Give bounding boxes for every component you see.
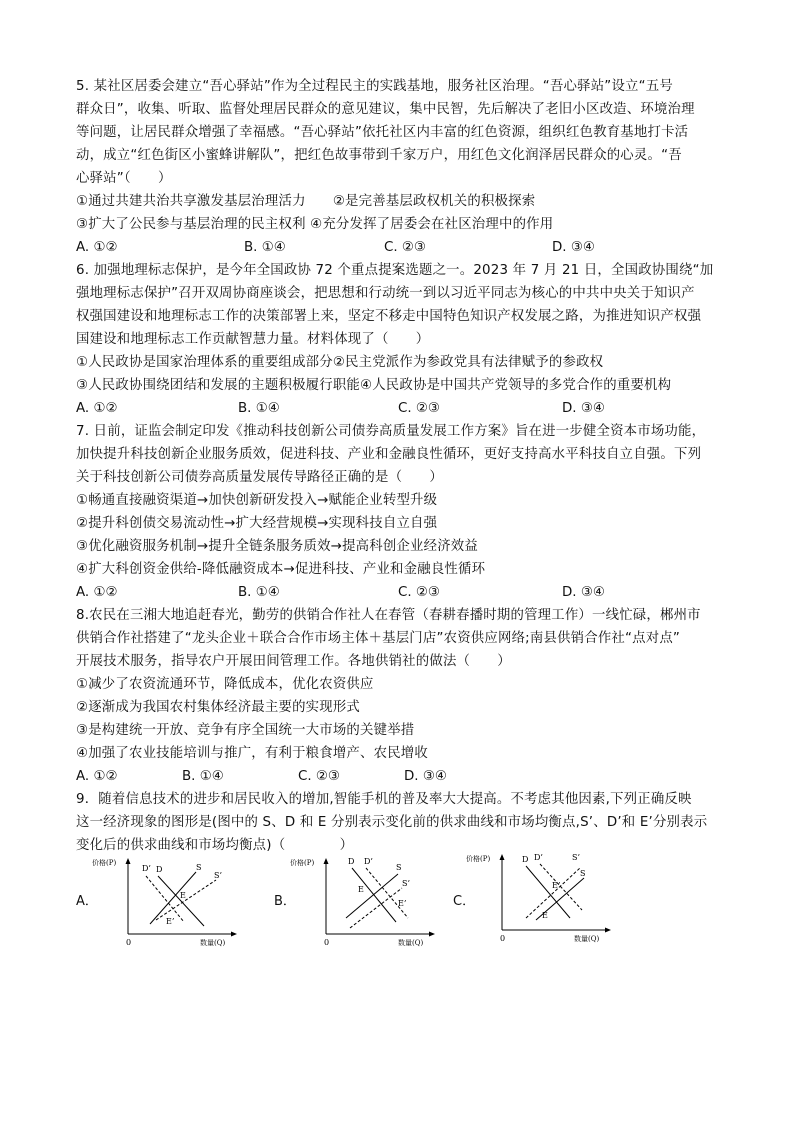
x-axis-arrow: [429, 932, 435, 937]
label-d-prime: D’: [142, 864, 151, 873]
label-d: D: [348, 857, 355, 866]
q7-option-b[interactable]: B. ①④: [238, 585, 280, 600]
label-d-prime: D’: [534, 853, 543, 862]
y-axis-label: 价格(P): [466, 855, 491, 863]
x-axis-arrow: [605, 928, 611, 933]
q7-option-c[interactable]: C. ②③: [398, 585, 440, 600]
x-axis-label: 数量(Q): [200, 939, 226, 947]
label-e-prime: E’: [552, 881, 561, 890]
q6-line-1: 6. 加强地理标志保护，是今年全国政协 72 个重点提案选题之一。2023 年 7 月 21 日，全国政协围绕“加: [76, 263, 714, 278]
q5-option-c[interactable]: C. ②③: [384, 240, 426, 255]
q6-statement-3-4: ③人民政协围绕团结和发展的主题积极履行职能④人民政协是中国共产党领导的多党合作的重要机构: [76, 378, 672, 393]
y-axis-arrow: [324, 858, 329, 864]
q5-line-4: 动，成立“红色街区小蜜蜂讲解队”，把红色故事带到千家万户，用红色文化润泽居民群众的心灵。“吾: [76, 148, 682, 163]
y-axis-label: 价格(P): [290, 859, 315, 867]
q5-option-d[interactable]: D. ③④: [552, 240, 595, 255]
q9-line-1: 9．随着信息技术的进步和居民收入的增加,智能手机的普及率大大提高。不考虑其他因素,下列正确反映: [76, 792, 692, 807]
y-axis-label: 价格(P): [92, 859, 117, 867]
q8-statement-2: ②逐渐成为我国农村集体经济最主要的实现形式: [76, 700, 361, 715]
label-e: E: [542, 911, 548, 920]
q6-statement-1-2: ①人民政协是国家治理体系的重要组成部分②民主党派作为参政党具有法律赋予的参政权: [76, 355, 604, 370]
q7-statement-2: ②提升科创债交易流动性→扩大经营规模→实现科技自立自强: [76, 516, 438, 531]
label-s-prime: S’: [572, 853, 581, 862]
q8-option-a[interactable]: A. ①②: [76, 769, 118, 784]
q7-statement-3: ③优化融资服务机制→提升全链条服务质效→提高科创企业经济效益: [76, 539, 478, 554]
q5-option-a[interactable]: A. ①②: [76, 240, 118, 255]
q7-line-1: 7. 日前，证监会制定印发《推动科技创新公司债券高质量发展工作方案》旨在进一步健全资本市场功能，: [76, 424, 706, 439]
q6-line-2: 强地理标志保护”召开双周协商座谈会，把思想和行动统一到以习近平同志为核心的中共中央关于知识产: [76, 286, 695, 301]
q9-graph-c: [466, 848, 616, 943]
q8-statement-3: ③是构建统一开放、竞争有序全国统一大市场的关键举措: [76, 723, 415, 738]
q6-option-a[interactable]: A. ①②: [76, 401, 118, 416]
origin-label: 0: [324, 938, 330, 947]
x-axis-label: 数量(Q): [574, 935, 600, 943]
q7-statement-1: ①畅通直接融资渠道→加快创新研发投入→赋能企业转型升级: [76, 493, 438, 508]
q6-line-4: 国建设和地理标志工作贡献智慧力量。材料体现了（ ）: [76, 332, 430, 347]
label-s: S: [396, 863, 402, 872]
q5-statement-3-4: ③扩大了公民参与基层治理的民主权利 ④充分发挥了居委会在社区治理中的作用: [76, 217, 554, 232]
label-d: D: [156, 865, 163, 874]
q9-option-b[interactable]: B．: [274, 894, 296, 909]
label-d: D: [522, 855, 529, 864]
x-axis-label: 数量(Q): [398, 939, 424, 947]
origin-label: 0: [500, 934, 506, 943]
label-s-prime: S’: [402, 879, 411, 888]
demand-curve-d: [352, 868, 396, 922]
q8-option-b[interactable]: B. ①④: [182, 769, 224, 784]
q8-line-3: 开展技术服务，指导农户开展田间管理工作。各地供销社的做法（ ）: [76, 654, 511, 669]
q7-line-2: 加快提升科技创新企业服务质效，促进科技、产业和金融良性循环，更好支持高水平科技自立自强。下列: [76, 447, 702, 462]
q7-option-d[interactable]: D. ③④: [562, 585, 605, 600]
q5-line-1: 5. 某社区居委会建立“吾心驿站”作为全过程民主的实践基地，服务社区治理。“吾心驿站”设立“五号: [76, 79, 673, 94]
q5-line-3: 等问题，让居民群众增强了幸福感。“吾心驿站”依托社区内丰富的红色资源，组织红色教育基地打卡活: [76, 125, 689, 140]
label-s-prime: S’: [214, 871, 223, 880]
supply-curve-s-prime: [156, 880, 216, 920]
q9-graph-a: [92, 852, 242, 947]
q8-option-d[interactable]: D. ③④: [404, 769, 447, 784]
q6-option-d[interactable]: D. ③④: [562, 401, 605, 416]
q9-line-3: 变化后的供求曲线和市场均衡点)（ ）: [76, 838, 354, 853]
q8-line-1: 8.农民在三湘大地追赶春光，勤劳的供销合作社人在春管（春耕春播时期的管理工作）一线忙碌，郴州市: [76, 608, 701, 623]
label-e: E: [358, 885, 364, 894]
x-axis-arrow: [231, 932, 237, 937]
q6-option-b[interactable]: B. ①④: [238, 401, 280, 416]
label-s: S: [580, 869, 586, 878]
q7-line-3: 关于科技创新公司债券高质量发展传导路径正确的是（ ）: [76, 470, 443, 485]
y-axis-arrow: [126, 858, 131, 864]
demand-curve-d-prime: [540, 864, 582, 910]
q9-option-c[interactable]: C．: [453, 894, 476, 909]
label-e-prime: E’: [166, 917, 175, 926]
q5-statement-1-2: ①通过共建共治共享激发基层治理活力 ②是完善基层政权机关的积极探索: [76, 194, 536, 209]
origin-label: 0: [126, 938, 132, 947]
label-s: S: [196, 863, 202, 872]
q9-line-2: 这一经济现象的图形是(图中的 S、D 和 E 分别表示变化前的供求曲线和市场均衡点,S’、D’和 E’分别表示: [76, 815, 708, 830]
label-d-prime: D’: [364, 857, 373, 866]
q8-statement-1: ①减少了农资流通环节，降低成本，优化农资供应: [76, 677, 374, 692]
q5-line-2: 群众日”，收集、听取、监督处理居民群众的意见建议，集中民智，先后解决了老旧小区改造、环境治理: [76, 102, 695, 117]
q5-line-5: 心驿站”（ ）: [76, 171, 172, 186]
y-axis-arrow: [500, 854, 505, 860]
q8-option-c[interactable]: C. ②③: [298, 769, 340, 784]
q7-option-a[interactable]: A. ①②: [76, 585, 118, 600]
demand-curve-d: [526, 866, 570, 918]
q6-option-c[interactable]: C. ②③: [398, 401, 440, 416]
label-e: E: [180, 891, 186, 900]
label-e-prime: E’: [398, 899, 407, 908]
q6-line-3: 权强国建设和地理标志工作的决策部署上来，坚定不移走中国特色知识产权发展之路，为推进知识产权强: [76, 309, 702, 324]
q8-line-2: 供销合作社搭建了“龙头企业＋联合合作市场主体＋基层门店”农资供应网络;南县供销合作社“点对点”: [76, 631, 681, 646]
q5-option-b[interactable]: B. ①④: [244, 240, 286, 255]
q8-statement-4: ④加强了农业技能培训与推广，有利于粮食增产、农民增收: [76, 746, 428, 761]
q7-statement-4: ④扩大科创资金供给-降低融资成本→促进科技、产业和金融良性循环: [76, 562, 486, 577]
q9-option-a[interactable]: A．: [76, 894, 98, 909]
q9-graph-b: [290, 852, 440, 947]
